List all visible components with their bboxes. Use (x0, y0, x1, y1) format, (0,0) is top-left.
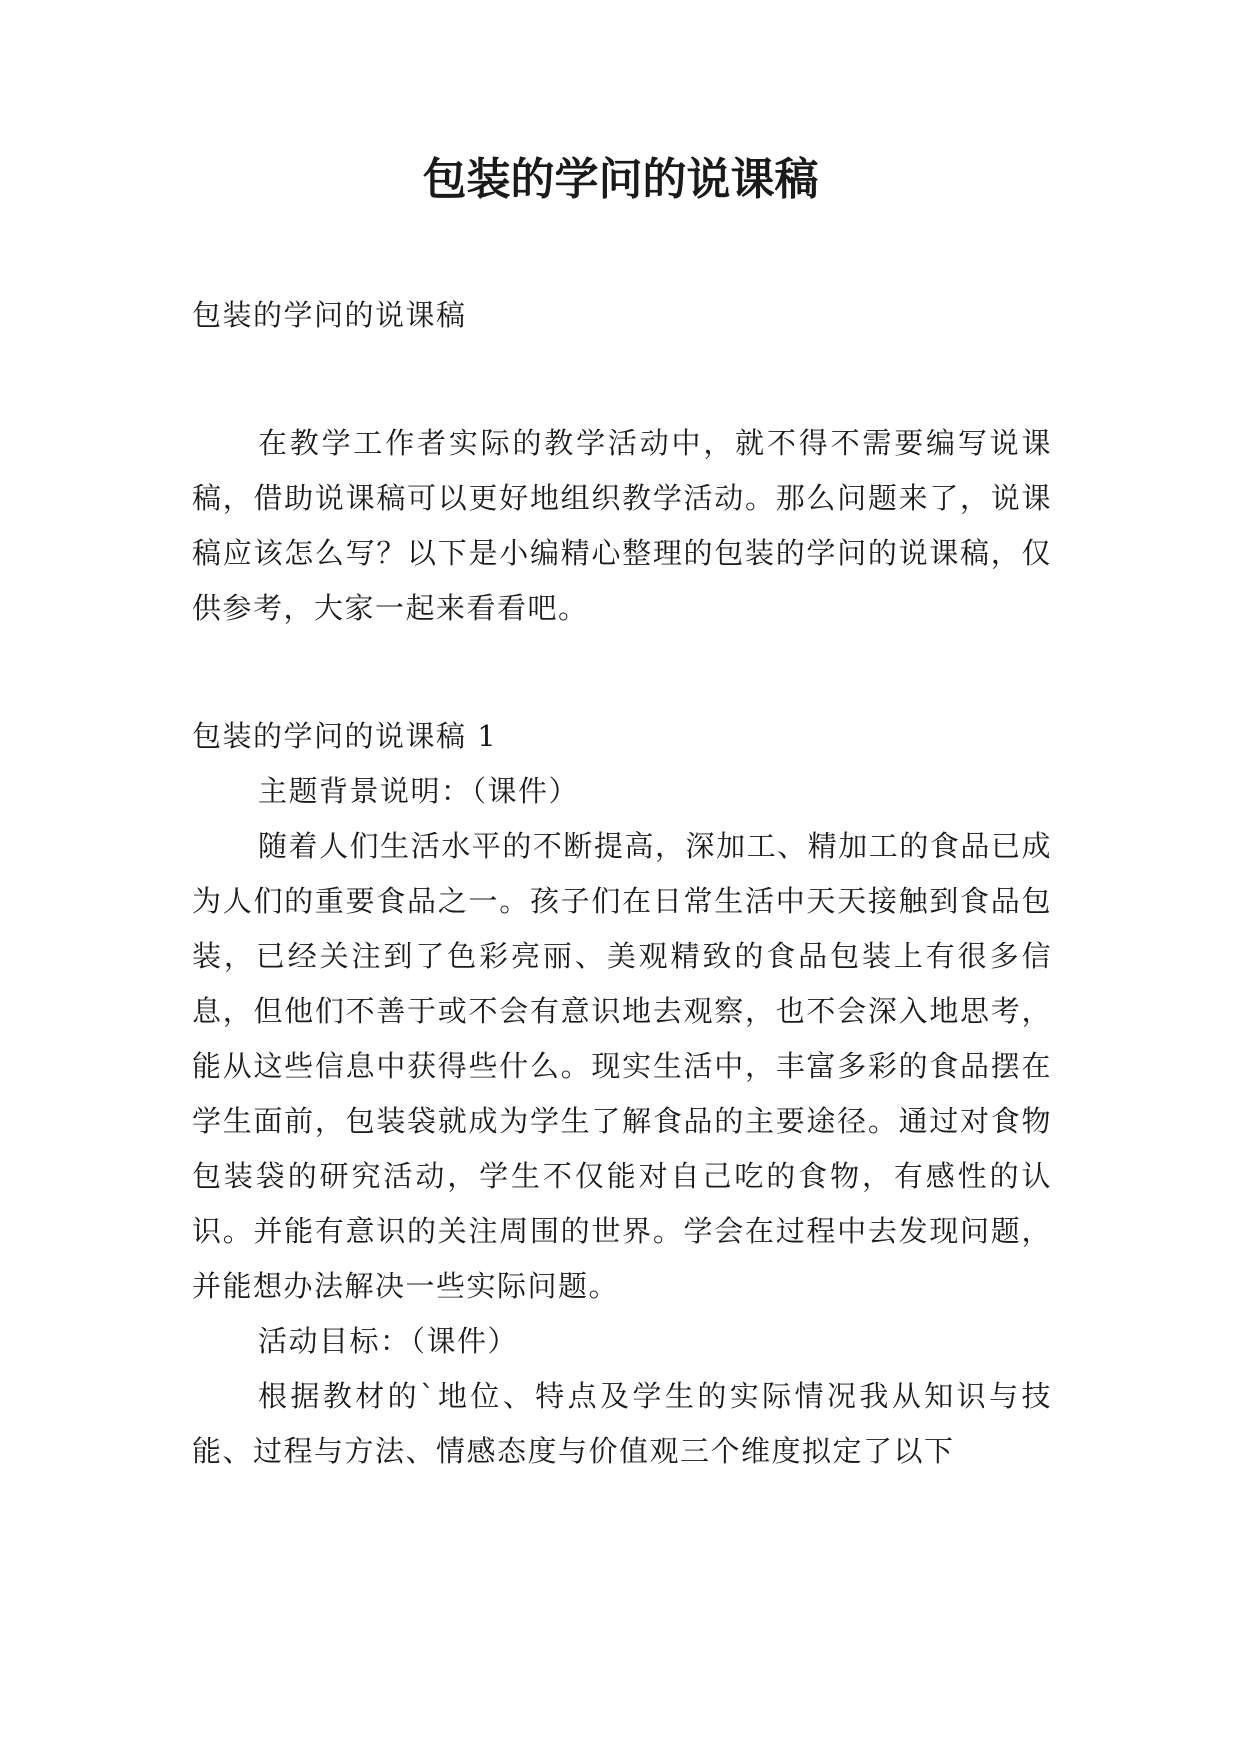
background-paragraph: 随着人们生活水平的不断提高，深加工、精加工的食品已成为人们的重要食品之一。孩子们在日常生活中天天接触到食品包装，已经关注到了色彩亮丽、美观精致的食品包装上有很多信息，但他们不善于或不会有意识地去观察，也不会深入地思考，能从这些信息中获得些什么。现实生活中，丰富多彩的食品摆在学生面前，包装袋就成为学生了解食品的主要途径。通过对食物包装袋的研究活动，学生不仅能对自己吃的食物，有感性的认识。并能有意识的关注周围的世界。学会在过程中去发现问题，并能想办法解决一些实际问题。 (192, 829, 1052, 1303)
document-body (192, 288, 1052, 1479)
intro-paragraph: 在教学工作者实际的教学活动中，就不得不需要编写说课稿，借助说课稿可以更好地组织教学活动。那么问题来了，说课稿应该怎么写？以下是小编精心整理的包装的学问的说课稿，仅供参考，大家一起来看看吧。 (192, 426, 1052, 625)
document-title: 包装的学问的说课稿 (422, 154, 819, 205)
section-heading: 包装的学问的说课稿 1 (192, 719, 498, 753)
goal-label: 活动目标：（课件） (258, 1324, 519, 1358)
background-label: 主题背景说明：（课件） (258, 774, 580, 808)
goal-paragraph: 根据教材的`地位、特点及学生的实际情况我从知识与技能、过程与方法、情感态度与价值观三个维度拟定了以下 (192, 1379, 1052, 1468)
document-subtitle: 包装的学问的说课稿 (192, 298, 467, 332)
